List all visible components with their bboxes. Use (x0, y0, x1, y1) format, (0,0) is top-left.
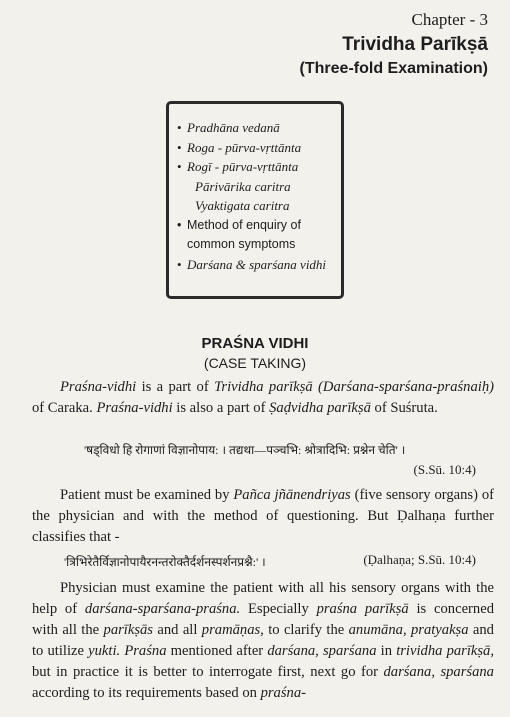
text: to clarify the (263, 622, 349, 638)
text-italic: Praśna-vidhi (60, 379, 137, 395)
text: Especially (240, 601, 317, 617)
list-item-label: Vyaktigata caritra (195, 198, 290, 213)
bullet-icon: • (177, 120, 182, 135)
text: but in practice it is better to interrogate first, next go for (32, 664, 384, 680)
list-item-label: common symptoms (187, 237, 296, 251)
text-italic: yukti. Praśna (88, 643, 167, 659)
list-item (177, 196, 341, 216)
paragraph-2 (32, 485, 494, 548)
list-item-label: Roga - pūrva-vṛttānta (187, 139, 302, 155)
text-italic: Trividha parīkṣā (Darśana-sparśana-praśnaiḥ) (214, 379, 494, 395)
citation-1: (S.Sū. 10:4) (413, 462, 476, 477)
list-item (177, 255, 341, 275)
text: is also a part of (172, 400, 270, 416)
citation-2: (Ḍalhaṇa; S.Sū. 10:4) (363, 552, 476, 567)
list-item (177, 216, 341, 236)
chapter-subtitle: (Three-fold Examination) (299, 60, 488, 77)
text: Physician must examine the patient with all his sensory organs with the help of (32, 580, 494, 617)
text-italic: Praśna-vidhi (96, 400, 173, 416)
text: in (376, 643, 397, 659)
bullet-icon: • (177, 217, 182, 232)
paragraph-1 (32, 377, 494, 419)
list-item (177, 157, 341, 177)
text: (five sensory organs) of the physician and with the method of questioning. But Ḍalhaṇa further classifies that - (32, 487, 494, 545)
list-item-label: Pārivārika caritra (195, 178, 291, 194)
text: Patient must be examined by (60, 487, 234, 503)
text: of Suśruta. (370, 400, 438, 416)
sanskrit-verse-2: 'त्रिभिरेतैर्विज्ञानोपायैरनन्तरोक्तैर्दर्शनस्पर्शनप्रश्नै:' । (64, 555, 266, 569)
text-italic: trividha parīkṣā, (396, 643, 495, 659)
bullet-icon: • (177, 139, 182, 155)
text-italic: praśna- (260, 685, 306, 701)
text: mentioned after (166, 643, 268, 659)
text-italic: darśana, sparśana (383, 664, 494, 680)
list-item-label: Darśana & sparśana vidhi (187, 256, 327, 272)
text: is a part of (136, 379, 215, 395)
paragraph-3 (32, 578, 494, 704)
text: according to its requirements based on (32, 685, 261, 701)
section-subheading: (CASE TAKING) (203, 355, 307, 371)
text-italic: anumāna, pratyakṣa (348, 622, 469, 638)
topics-box (166, 101, 344, 299)
section-heading: PRAŚNA VIDHI (201, 335, 309, 352)
text: of Caraka. (32, 400, 97, 416)
sanskrit-verse-1: 'षड्विधो हि रोगाणां विज्ञानोपाय: । तद्यथा—पञ्चभि: श्रोत्रादिभि: प्रश्नेन चेति' । (84, 443, 406, 457)
topics-list (169, 104, 341, 274)
chapter-number: Chapter - 3 (411, 10, 488, 29)
bullet-icon: • (177, 159, 182, 174)
list-item (177, 138, 341, 158)
text-italic: Ṣaḍvidha parīkṣā (269, 400, 371, 416)
list-item (177, 177, 341, 197)
list-item (177, 235, 341, 255)
list-item (177, 118, 341, 138)
list-item-label: Pradhāna vedanā (187, 120, 280, 135)
list-item-label: Rogī - pūrva-vṛttānta (187, 159, 299, 174)
text-italic: praśna parīkṣā (316, 601, 409, 617)
text-italic: pramāṇas, (201, 622, 264, 638)
bullet-icon: • (177, 256, 182, 272)
text-italic: parīkṣās (103, 622, 153, 638)
text: is concerned with all the (32, 601, 494, 638)
text: and all (152, 622, 202, 638)
text-italic: darśana, sparśana (267, 643, 377, 659)
text: and to utilize (32, 622, 494, 659)
text-italic: Pañca jñānendriyas (233, 487, 351, 503)
chapter-title: Trividha Parīkṣā (342, 34, 488, 55)
list-item-label: Method of enquiry of (187, 217, 301, 232)
text-italic: darśana-sparśana-praśna. (84, 601, 241, 617)
